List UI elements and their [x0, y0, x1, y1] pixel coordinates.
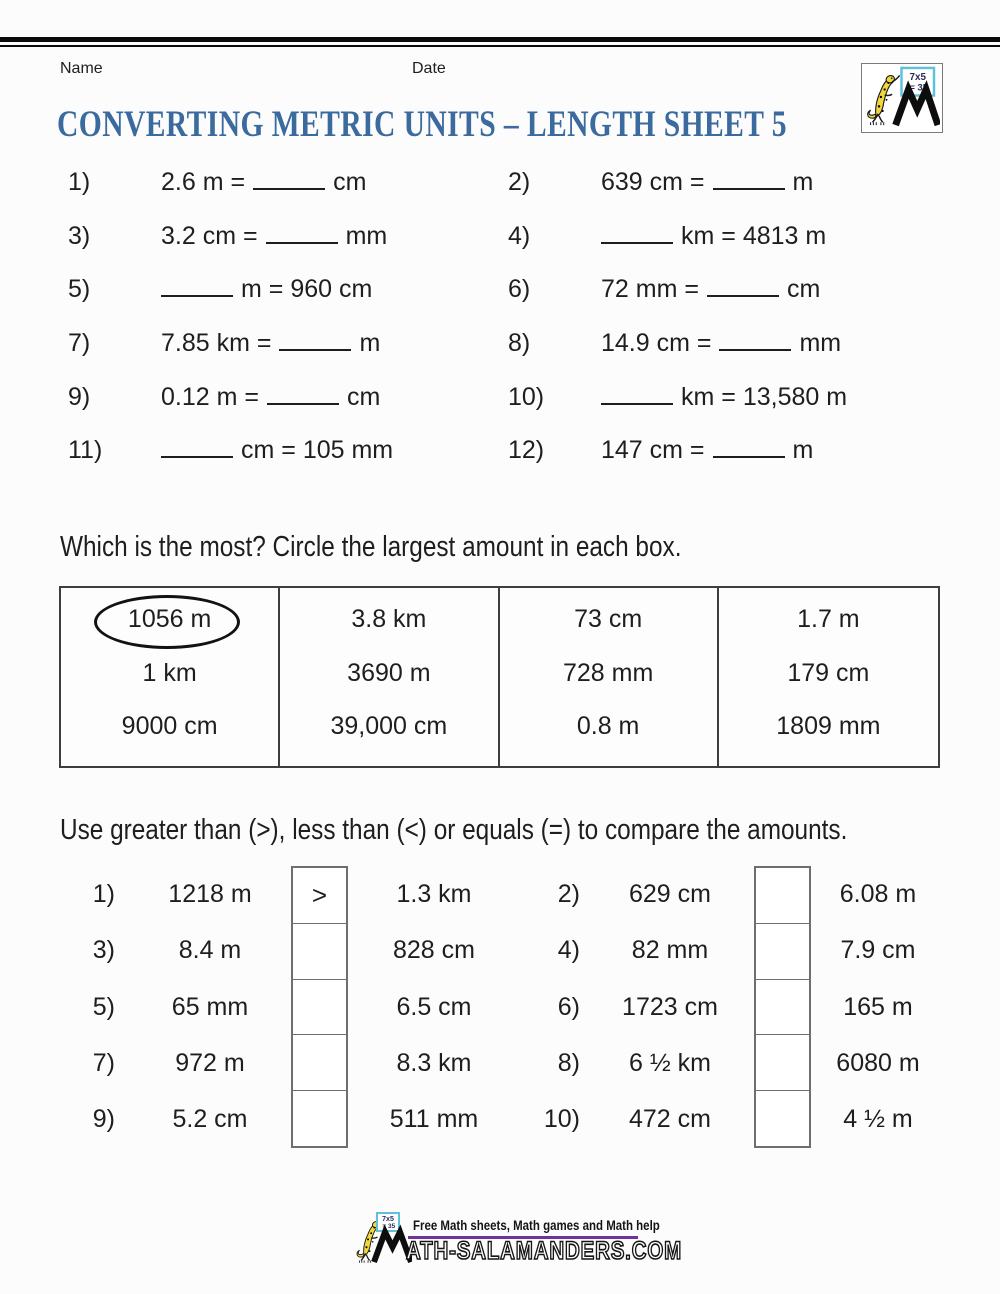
problem-number: 2) [557, 879, 580, 908]
problem-number: 12) [508, 436, 545, 464]
amount-option[interactable]: 728 mm [562, 658, 654, 687]
compare-row-1 [0, 866, 1000, 922]
conversion-problem-5 [68, 273, 372, 305]
amount-option[interactable]: 3.8 km [351, 605, 427, 634]
problem-text-post: m = 960 cm [241, 275, 373, 303]
answer-box[interactable] [293, 1091, 346, 1146]
board-text-line2: = 35 [909, 82, 928, 93]
problem-text-post: cm [333, 168, 367, 196]
answer-box[interactable] [293, 1035, 346, 1091]
amount-option[interactable]: 9000 cm [121, 712, 218, 741]
amount-right: 511 mm [389, 1104, 479, 1133]
problem-text-pre: 14.9 cm = [601, 329, 712, 357]
answer-box[interactable]: > [293, 868, 346, 924]
compare-instruction: Use greater than (>), less than (<) or equals (=) to compare the amounts. [60, 814, 848, 846]
amount-right: 165 m [843, 992, 913, 1021]
problem-number: 5) [68, 275, 91, 303]
salamander-easel-icon [354, 1212, 412, 1264]
amount-option[interactable]: 1.7 m [797, 605, 860, 634]
problem-number: 4) [557, 935, 580, 964]
answer-blank[interactable] [266, 222, 338, 244]
problem-number: 1) [68, 168, 91, 196]
problem-text-pre: 7.85 km = [161, 329, 272, 357]
top-rule-thin [0, 45, 1000, 47]
problem-text-pre: 72 mm = [601, 275, 699, 303]
problem-text-post: mm [799, 329, 842, 357]
board-text-line1: 7x5 [909, 71, 926, 83]
answer-box[interactable] [756, 1035, 809, 1091]
answer-blank[interactable] [253, 168, 325, 190]
problem-number: 3) [68, 222, 91, 250]
answer-blank[interactable] [267, 383, 339, 405]
math-salamanders-logo [861, 63, 943, 133]
answer-blank[interactable] [707, 275, 779, 297]
answer-blank[interactable] [601, 222, 673, 244]
circle-table [59, 586, 940, 768]
amount-option[interactable]: 1 km [142, 658, 197, 687]
circle-box-2 [280, 588, 499, 766]
problem-number: 8) [557, 1048, 580, 1077]
amount-left: 6 ½ km [629, 1048, 711, 1077]
answer-blank[interactable] [713, 168, 785, 190]
conversion-problem-8 [508, 327, 841, 359]
problem-text-post: m [792, 436, 814, 464]
amount-left: 1723 cm [622, 992, 718, 1021]
amount-left: 629 cm [629, 879, 711, 908]
problem-text-pre: 639 cm = [601, 168, 705, 196]
problem-text-post: km = 4813 m [681, 222, 827, 250]
conversion-problem-6 [508, 273, 820, 305]
problem-number: 10) [508, 383, 545, 411]
answer-box[interactable] [293, 980, 346, 1036]
problem-number: 3) [92, 935, 115, 964]
conversion-problem-7 [68, 327, 380, 359]
problem-number: 5) [92, 992, 115, 1021]
compare-row-4 [0, 1035, 1000, 1091]
answer-blank[interactable] [161, 275, 233, 297]
problem-text-pre: 2.6 m = [161, 168, 246, 196]
problem-text-post: m [359, 329, 381, 357]
problem-text-post: cm [346, 383, 381, 411]
compare-row-5 [0, 1091, 1000, 1147]
date-label: Date [412, 60, 446, 77]
circle-instruction: Which is the most? Circle the largest amount in each box. [60, 531, 682, 563]
problem-number: 9) [68, 383, 91, 411]
amount-right: 8.3 km [396, 1048, 472, 1077]
compare-row-2 [0, 922, 1000, 978]
problem-text-pre: 0.12 m = [161, 383, 259, 411]
answer-blank[interactable] [601, 383, 673, 405]
problem-text-post: m [792, 168, 814, 196]
answer-box-column-right [754, 866, 811, 1148]
amount-left: 82 mm [631, 935, 709, 964]
answer-box[interactable] [293, 924, 346, 980]
amount-option[interactable]: 73 cm [574, 605, 643, 634]
problem-text-pre: 147 cm = [601, 436, 705, 464]
conversion-problem-3 [68, 220, 387, 252]
problem-number: 4) [508, 222, 531, 250]
problem-number: 8) [508, 329, 531, 357]
amount-left: 972 m [175, 1048, 245, 1077]
conversion-problem-10 [508, 381, 847, 413]
amount-right: 7.9 cm [840, 935, 916, 964]
answer-blank[interactable] [161, 436, 233, 458]
problem-number: 1) [92, 879, 115, 908]
problem-number: 11) [68, 436, 103, 464]
amount-right: 6.08 m [839, 879, 917, 908]
problem-number: 10) [543, 1104, 580, 1133]
answer-blank[interactable] [713, 436, 785, 458]
board-text-line1: 7x5 [382, 1216, 394, 1223]
conversion-problem-12 [508, 434, 813, 466]
conversion-problem-2 [508, 166, 813, 198]
footer-salamander-icon [354, 1212, 412, 1269]
top-rule-thick [0, 37, 1000, 42]
conversion-problem-11 [68, 434, 393, 466]
conversion-problem-9 [68, 381, 380, 413]
amount-left: 8.4 m [178, 935, 242, 964]
circle-box-1 [61, 588, 280, 766]
problem-number: 7) [92, 1048, 115, 1077]
site-name: ATH-SALAMANDERS.COM [406, 1237, 682, 1265]
compare-row-3 [0, 979, 1000, 1035]
answer-blank[interactable] [719, 329, 791, 351]
amount-option[interactable]: 1056 m [127, 605, 212, 634]
problem-text-post: cm [786, 275, 821, 303]
answer-box-column-left [291, 866, 348, 1148]
conversion-problem-4 [508, 220, 826, 252]
answer-box[interactable] [756, 1091, 809, 1146]
amount-option[interactable]: 0.8 m [576, 712, 640, 741]
amount-right: 1.3 km [396, 879, 472, 908]
amount-option[interactable]: 1809 mm [776, 712, 881, 741]
page-title: CONVERTING METRIC UNITS – LENGTH SHEET 5 [57, 104, 787, 145]
name-label: Name [60, 60, 103, 77]
answer-box[interactable] [756, 924, 809, 980]
amount-right: 6080 m [836, 1048, 920, 1077]
amount-left: 1218 m [168, 879, 252, 908]
salamander-easel-icon [862, 64, 940, 130]
amount-left: 472 cm [629, 1104, 711, 1133]
problem-number: 2) [508, 168, 531, 196]
amount-option[interactable]: 179 cm [787, 658, 870, 687]
problem-number: 6) [557, 992, 580, 1021]
footer-tagline: Free Math sheets, Math games and Math help [413, 1218, 660, 1233]
problem-text-pre: 3.2 cm = [161, 222, 258, 250]
board-text-line2: = 35 [382, 1223, 396, 1230]
answer-box[interactable] [756, 980, 809, 1036]
amount-option[interactable]: 3690 m [347, 658, 431, 687]
conversion-problem-1 [68, 166, 366, 198]
problem-text-post: cm = 105 mm [241, 436, 394, 464]
problem-number: 6) [508, 275, 531, 303]
problem-text-post: km = 13,580 m [681, 383, 848, 411]
amount-left: 65 mm [171, 992, 249, 1021]
amount-right: 828 cm [393, 935, 475, 964]
answer-blank[interactable] [279, 329, 351, 351]
answer-box[interactable] [756, 868, 809, 924]
problem-text-post: mm [345, 222, 388, 250]
problem-number: 7) [68, 329, 91, 357]
circle-box-4 [719, 588, 938, 766]
amount-left: 5.2 cm [172, 1104, 248, 1133]
amount-right: 6.5 cm [396, 992, 472, 1021]
problem-number: 9) [92, 1104, 115, 1133]
amount-right: 4 ½ m [843, 1104, 913, 1133]
circle-box-3 [500, 588, 719, 766]
amount-option[interactable]: 39,000 cm [330, 712, 448, 741]
